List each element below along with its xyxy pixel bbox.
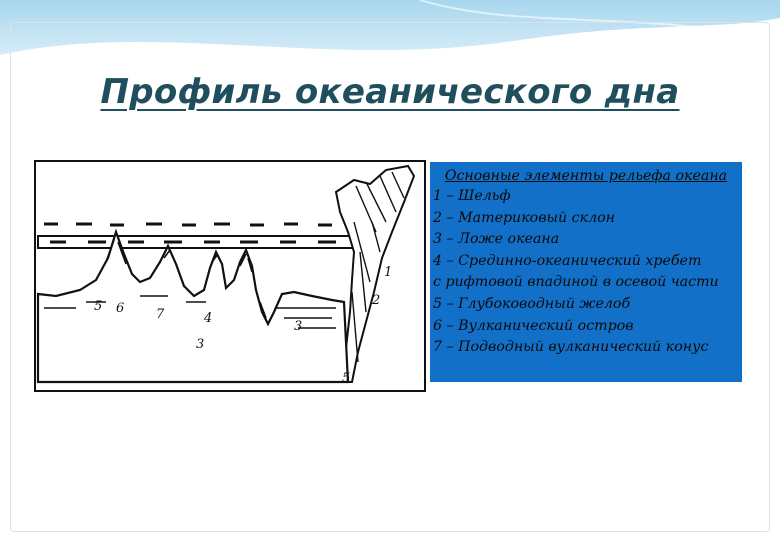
legend-panel — [430, 162, 742, 382]
figure-label-3-low: 3 — [196, 337, 205, 352]
figure-label-1: 1 — [384, 265, 393, 280]
figure-label-3-mid: 3 — [294, 319, 303, 334]
ocean-floor-profile-drawing — [36, 162, 424, 390]
legend-item: 3 – Ложе океана — [433, 231, 560, 248]
legend-item: 7 – Подводный вулканический конус — [433, 339, 709, 356]
figure-label-5-right: 5 — [342, 371, 351, 386]
ocean-floor — [38, 232, 348, 382]
figure-label-4: 4 — [204, 311, 213, 326]
ocean-floor-profile-figure — [34, 160, 426, 392]
legend-item: 2 – Материковый склон — [433, 209, 616, 226]
continent — [336, 166, 414, 382]
figure-label-7: 7 — [156, 307, 165, 322]
legend-item: 1 – Шельф — [433, 188, 511, 204]
slide-title: Профиль океанического дна — [100, 72, 680, 112]
figure-label-6: 6 — [116, 301, 125, 316]
legend-item: 5 – Глубоководный желоб — [433, 295, 631, 312]
figure-label-2: 2 — [372, 293, 381, 308]
legend-heading: Основные элементы рельефа океана — [444, 168, 728, 184]
sea-surface — [38, 224, 382, 248]
figure-label-5-left: 5 — [94, 299, 103, 314]
legend-item: 6 – Вулканический остров — [433, 317, 634, 334]
legend-item: 4 – Срединно-океанический хребет — [433, 252, 702, 269]
legend-item: с рифтовой впадиной в осевой части — [433, 274, 719, 291]
legend-list — [430, 186, 742, 359]
